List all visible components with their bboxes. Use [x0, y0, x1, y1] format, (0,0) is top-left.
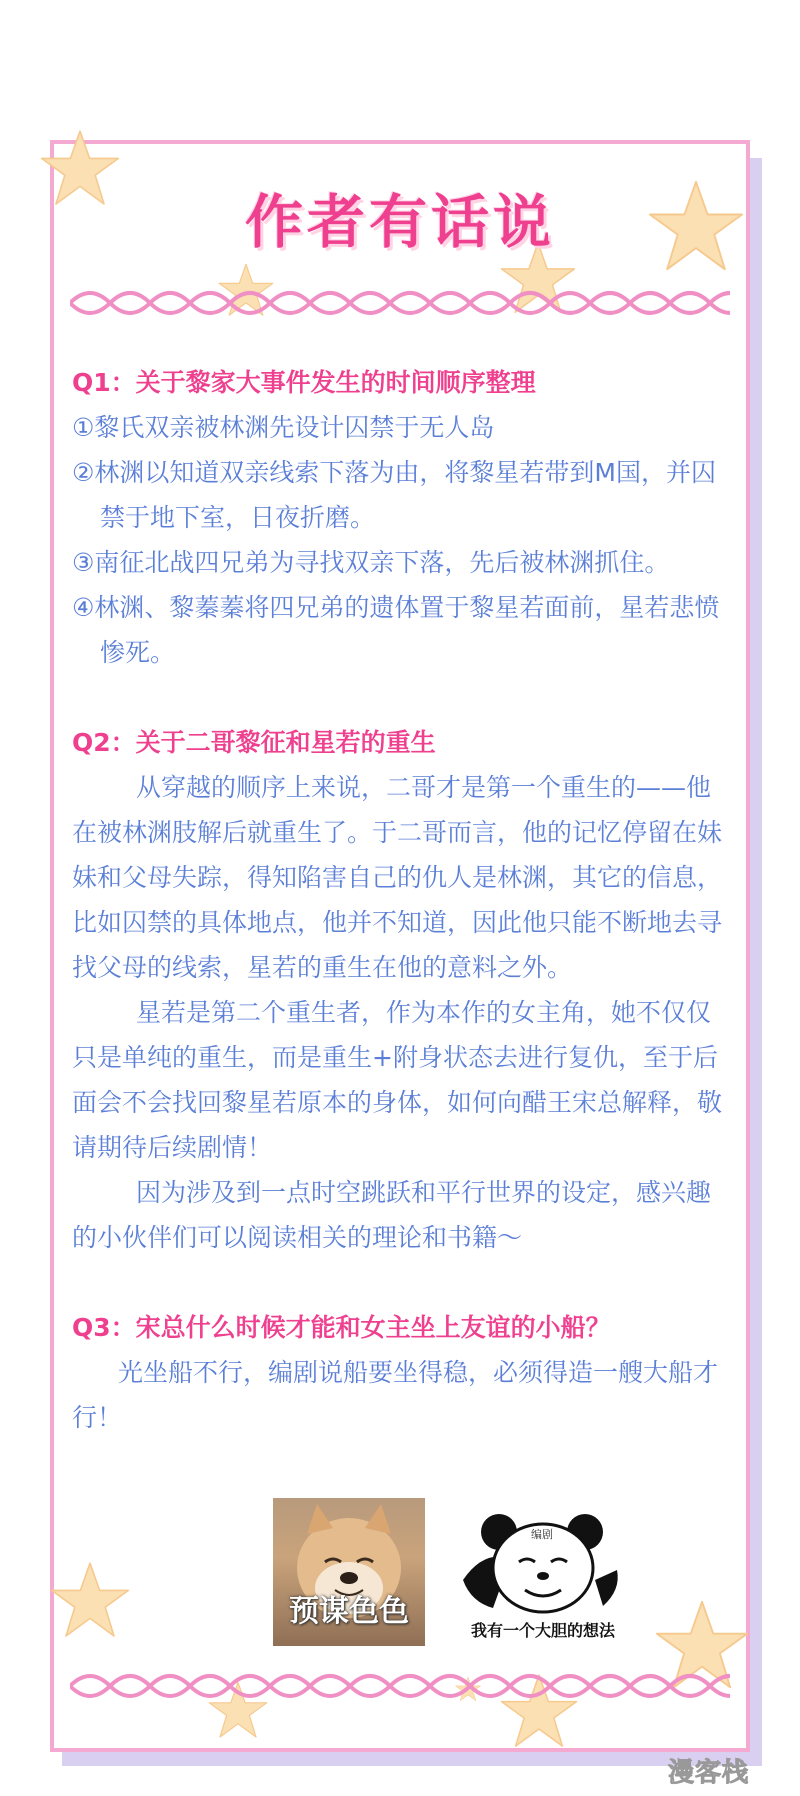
content	[72, 360, 732, 1440]
panda-meme-image	[453, 1510, 633, 1640]
q1-item: ①黎氏双亲被林渊先设计囚禁于无人岛	[72, 413, 495, 442]
spacer	[72, 1260, 732, 1305]
q1-item: ④林渊、黎蓁蓁将四兄弟的遗体置于黎星若面前，星若悲愤惨死。	[72, 593, 720, 667]
q1-item: ③南征北战四兄弟为寻找双亲下落，先后被林渊抓住。	[72, 548, 670, 577]
panda-meme-caption: 我有一个大胆的想法	[470, 1621, 615, 1640]
spacer	[72, 675, 732, 720]
dog-meme-caption: 预谋色色	[289, 1594, 409, 1629]
wave-divider-bottom	[70, 1666, 730, 1706]
star-icon	[50, 1560, 130, 1640]
q2-paragraph: 因为涉及到一点时空跳跃和平行世界的设定，感兴趣的小伙伴们可以阅读相关的理论和书籍～	[72, 1178, 712, 1252]
watermark: 漫客栈	[668, 1758, 750, 1788]
q2-heading: Q2：关于二哥黎征和星若的重生	[72, 728, 436, 757]
q1-heading: Q1：关于黎家大事件发生的时间顺序整理	[72, 368, 536, 397]
q2-paragraph: 星若是第二个重生者，作为本作的女主角，她不仅仅只是单纯的重生，而是重生+附身状态去进行复仇，至于后面会不会找回黎星若原本的身体，如何向醋王宋总解释，敬请期待后续剧情！	[72, 998, 723, 1162]
page-title: 作者有话说	[244, 188, 555, 256]
q3-heading: Q3：宋总什么时候才能和女主坐上友谊的小船？	[72, 1313, 611, 1342]
q3-paragraph: 光坐船不行，编剧说船要坐得稳，必须得造一艘大船才行！	[72, 1358, 719, 1432]
wave-divider-top	[70, 283, 730, 323]
dog-meme-image	[273, 1498, 425, 1646]
q2-paragraph: 从穿越的顺序上来说，二哥才是第一个重生的——他在被林渊肢解后就重生了。于二哥而言，他的记忆停留在妹妹和父母失踪，得知陷害自己的仇人是林渊，其它的信息，比如囚禁的具体地点，他并不知道，因此他只能不断地去寻找父母的线索，星若的重生在他的意料之外。	[72, 773, 723, 982]
q1-item: ②林渊以知道双亲线索下落为由，将黎星若带到M国，并囚禁于地下室，日夜折磨。	[72, 458, 716, 532]
panda-meme-tag: 编剧	[531, 1528, 553, 1541]
